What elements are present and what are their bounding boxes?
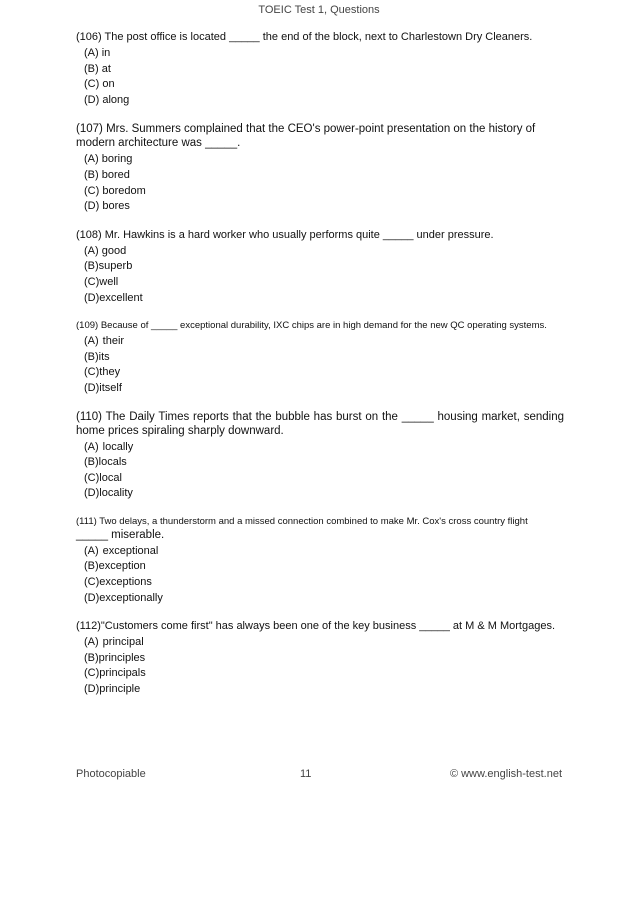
option-letter: (C): [84, 366, 100, 379]
option-letter: (D): [84, 381, 100, 394]
option-b: [84, 651, 564, 667]
question-text: [76, 515, 564, 528]
option-text: locals: [98, 456, 127, 469]
option-d: [84, 93, 564, 109]
option-text: principals: [99, 667, 146, 680]
option-letter: (D): [84, 591, 100, 604]
option-letter: (A): [84, 153, 99, 166]
option-letter: (B): [84, 62, 99, 75]
option-letter: (A): [84, 440, 99, 453]
answer-options: [84, 334, 564, 396]
question-110: [76, 410, 564, 502]
question-stem: "Customers come first" has always been one of the key business _____ at M & M Mortgages.: [100, 620, 556, 633]
question-stem: Mr. Hawkins is a hard worker who usually performs quite _____ under pressure.: [104, 228, 494, 241]
option-text: on: [102, 78, 115, 91]
option-b: [84, 455, 564, 471]
question-list: [76, 30, 564, 698]
option-letter: (C): [84, 576, 100, 589]
option-b: [84, 62, 564, 78]
footer-website: © www.english-test.net: [449, 768, 562, 780]
option-letter: (D): [84, 683, 100, 696]
option-d: [84, 486, 564, 502]
question-text: [76, 30, 564, 44]
question-stem-tail: _____ miserable.: [76, 528, 165, 541]
option-letter: (C): [84, 667, 100, 680]
footer-page-number: 11: [300, 768, 312, 780]
option-text: itself: [99, 381, 122, 394]
option-a: [84, 635, 564, 651]
question-text: [76, 619, 564, 633]
option-letter: (D): [84, 487, 100, 500]
option-text: exceptions: [99, 576, 152, 589]
option-text: well: [99, 275, 119, 288]
option-d: [84, 199, 564, 215]
option-letter: (B): [84, 168, 99, 181]
question-107: [76, 122, 564, 214]
question-text: [76, 410, 564, 438]
option-letter: (C): [84, 471, 100, 484]
question-text: [76, 228, 564, 242]
footer-photocopiable: Photocopiable: [76, 768, 146, 780]
question-number: (107): [76, 123, 103, 136]
option-text: exception: [98, 560, 146, 573]
option-text: excellent: [99, 291, 143, 304]
option-b: [84, 559, 564, 575]
option-d: [84, 291, 564, 307]
option-letter: (B): [84, 651, 99, 664]
option-letter: (C): [84, 275, 100, 288]
option-b: [84, 168, 564, 184]
option-text: exceptionally: [99, 591, 163, 604]
question-number: (112): [76, 620, 101, 633]
option-c: [84, 575, 564, 591]
option-c: [84, 666, 564, 682]
option-text: principle: [99, 683, 141, 696]
answer-options: [84, 244, 564, 306]
option-a: [84, 334, 564, 350]
question-stem: The post office is located _____ the end of the block, next to Charlestown Dry Cleaners.: [104, 31, 533, 43]
option-c: [84, 184, 564, 200]
question-stem: Because of _____ exceptional durability, IXC chips are in high demand for the new QC operating systems.: [100, 320, 547, 332]
option-a: [84, 544, 564, 560]
option-letter: (D): [84, 93, 100, 106]
option-text: its: [98, 350, 110, 363]
option-text: boring: [101, 153, 133, 166]
question-stem: Two delays, a thunderstorm and a missed connection combined to make Mr. Cox's cross country flight: [99, 515, 528, 527]
question-106: [76, 30, 564, 108]
answer-options: [84, 46, 564, 108]
question-111: [76, 515, 564, 606]
option-d: [84, 682, 564, 698]
answer-options: [84, 635, 564, 697]
answer-options: [84, 152, 564, 214]
option-text: boredom: [102, 184, 146, 197]
option-letter: (D): [84, 200, 100, 213]
option-letter: (B): [84, 456, 99, 469]
option-letter: (A): [84, 544, 99, 557]
option-text: their: [102, 335, 125, 348]
option-letter: (A): [84, 244, 99, 257]
question-stem: Mrs. Summers complained that the CEO's power-point presentation on the history of modern architecture was _____.: [76, 123, 536, 150]
question-112: [76, 619, 564, 697]
option-letter: (B): [84, 560, 99, 573]
option-d: [84, 381, 564, 397]
option-text: along: [102, 93, 130, 106]
option-letter: (B): [84, 260, 99, 273]
option-text: superb: [98, 260, 133, 273]
question-number: (106): [76, 31, 102, 43]
option-c: [84, 77, 564, 93]
option-letter: (D): [84, 291, 100, 304]
question-108: [76, 228, 564, 306]
option-text: bores: [102, 200, 130, 213]
option-text: exceptional: [102, 544, 159, 557]
option-text: they: [99, 366, 121, 379]
option-letter: (A): [84, 47, 99, 59]
option-text: local: [99, 471, 122, 484]
option-d: [84, 591, 564, 607]
option-letter: (C): [84, 184, 100, 197]
answer-options: [84, 544, 564, 606]
option-letter: (A): [84, 335, 99, 348]
question-stem: The Daily Times reports that the bubble has burst on the _____ housing market, sending home prices spiraling sharply downward.: [76, 410, 564, 437]
option-a: [84, 440, 564, 456]
option-a: [84, 46, 564, 62]
option-letter: (C): [84, 78, 100, 91]
option-text: good: [101, 244, 127, 257]
option-text: bored: [101, 168, 130, 181]
page-header: [0, 4, 638, 16]
question-number: (109): [76, 320, 99, 332]
option-text: in: [101, 47, 111, 59]
option-text: locally: [102, 440, 134, 453]
page-footer: [76, 768, 562, 782]
option-letter: (B): [84, 350, 99, 363]
option-letter: (A): [84, 636, 99, 649]
question-number: (108): [76, 228, 102, 241]
option-text: at: [101, 62, 111, 75]
option-text: locality: [99, 487, 133, 500]
option-c: [84, 471, 564, 487]
option-text: principles: [98, 651, 146, 664]
question-number: (111): [76, 515, 97, 527]
option-b: [84, 259, 564, 275]
question-text: [76, 122, 564, 150]
question-number: (110): [76, 410, 102, 423]
question-text-continued: [76, 528, 564, 542]
page-header-title: TOEIC Test 1, Questions: [258, 4, 380, 16]
option-c: [84, 275, 564, 291]
option-c: [84, 365, 564, 381]
question-text: [76, 319, 564, 332]
option-text: principal: [102, 636, 144, 649]
question-109: [76, 319, 564, 396]
option-a: [84, 244, 564, 260]
answer-options: [84, 440, 564, 502]
option-b: [84, 350, 564, 366]
option-a: [84, 152, 564, 168]
